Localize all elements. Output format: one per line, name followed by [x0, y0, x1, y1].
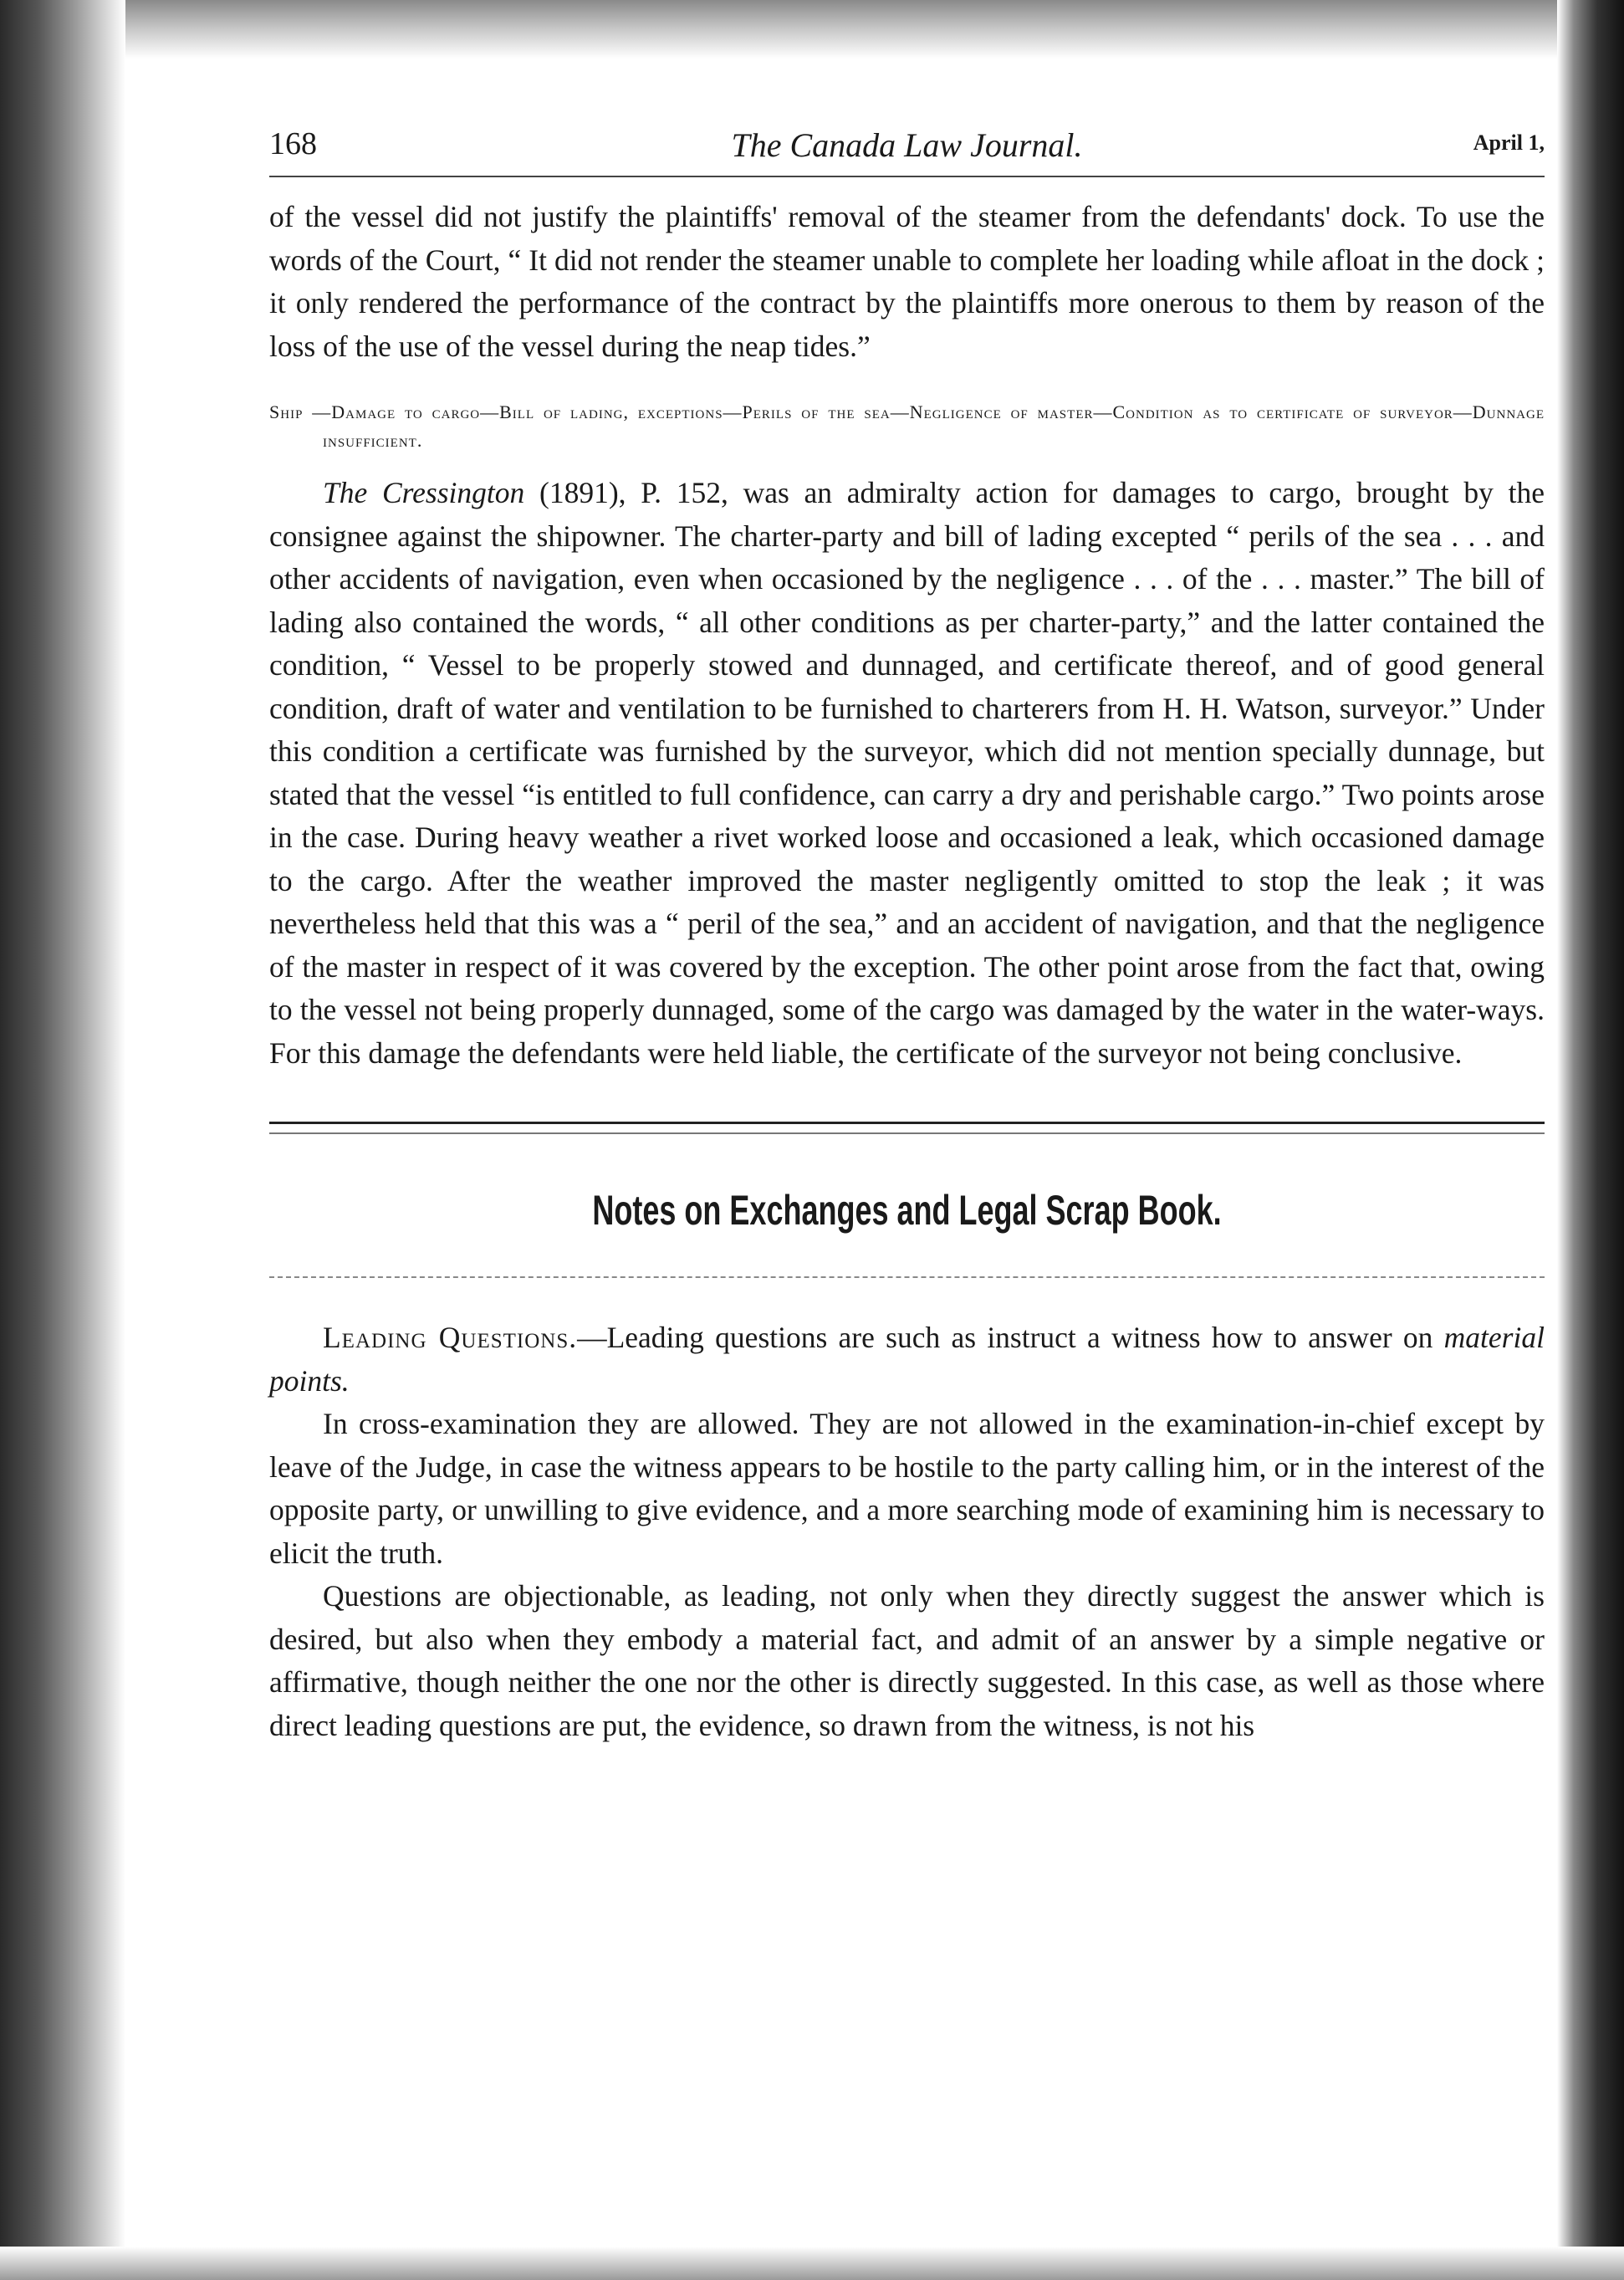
notes-paragraph-2: In cross-examination they are allowed. They are not allowed in the examination-in-chief except by leave of the Judge, in case the witness appears to be hostile to the party calling him, or in the interest of the opposite party, or unwilling to give evidence, and a more searching mode of examining him is necessary to elicit the truth. [269, 1407, 1545, 1570]
notes-lead-italic: material points. [269, 1321, 1545, 1398]
case-name: The Cressington [323, 476, 525, 509]
notes-paragraph-3: Questions are objectionable, as leading, not only when they directly suggest the answer which is desired, but also when they embody a material fact, and admit of an answer by a simple negative or affirmative, though neither the one nor the other is directly suggested. In this case, as well as those where direct leading questions are put, the evidence, so drawn from the witness, is not his [269, 1579, 1545, 1742]
case-body: was an admiralty action for damages to cargo, brought by the consignee against the shipowner. The charter-party and bill of lading excepted “ perils of the sea . . . and other accidents of navigation, even when occasioned by the negligence . . . of the . . . master.” The bill of lading also contained the words, “ all other conditions as per charter-party,” and the latter contained the condition, “ Vessel to be properly stowed and dunnaged, and certificate thereof, and of good general condition, draft of water and ventilation to be furnished to charterers from H. H. Watson, surveyor.” Under this condition a certificate was furnished by the surveyor, which did not mention specially dunnage, but stated that the vessel “is entitled to full confidence, can carry a dry and perishable cargo.” Two points arose in the case. During heavy weather a rivet worked loose and occasioned a leak, which occasioned damage to the cargo. After the weather improved the master negligently omitted to stop the leak ; it was nevertheless held that this was a “ peril of the sea,” and an accident of navigation, and that the negligence of the master in respect of it was covered by the exception. The other point arose from the fact that, owing to the vessel not being properly dunnaged, some of the cargo was damaged by the water in the water-ways. For this damage the defendants were held liable, the certificate of the surveyor not being conclusive. [269, 476, 1545, 1070]
running-head [269, 125, 1545, 177]
case-citation: (1891), P. 152, [524, 476, 728, 509]
case-headnote: Ship —Damage to cargo—Bill of lading, exceptions—Perils of the sea—Negligence of master—Condition as to certificate of surveyor—Dunnage insufficient. [269, 401, 1545, 451]
scan-shadow-top [0, 0, 1624, 59]
intro-paragraph: of the vessel did not justify the plaintiffs' removal of the steamer from the defendants' dock. To use the words of the Court, “ It did not render the steamer unable to complete her loading while afloat in the dock ; it only rendered the performance of the contract by the plaintiffs more onerous to them by reason of the loss of the use of the vessel during the neap tides.” [269, 200, 1545, 363]
case-paragraph [269, 472, 1545, 1075]
scan-shadow-bottom [0, 2247, 1624, 2280]
notes-lead-text: —Leading questions are such as instruct a witness how to answer on [577, 1321, 1444, 1354]
section-title: Notes on Exchanges and Legal Scrap Book. [592, 1187, 1222, 1234]
journal-title: The Canada Law Journal. [731, 126, 1083, 164]
scan-shadow-left [0, 0, 125, 2280]
notes-paragraph-1 [269, 1316, 1545, 1403]
page [269, 125, 1545, 1747]
section-divider [269, 1122, 1545, 1134]
page-number: 168 [269, 126, 317, 161]
section-title-rule [269, 1276, 1545, 1278]
notes-heading: Leading Questions. [323, 1321, 578, 1354]
issue-date: April 1, [1473, 130, 1545, 155]
scan-shadow-right [1557, 0, 1624, 2280]
